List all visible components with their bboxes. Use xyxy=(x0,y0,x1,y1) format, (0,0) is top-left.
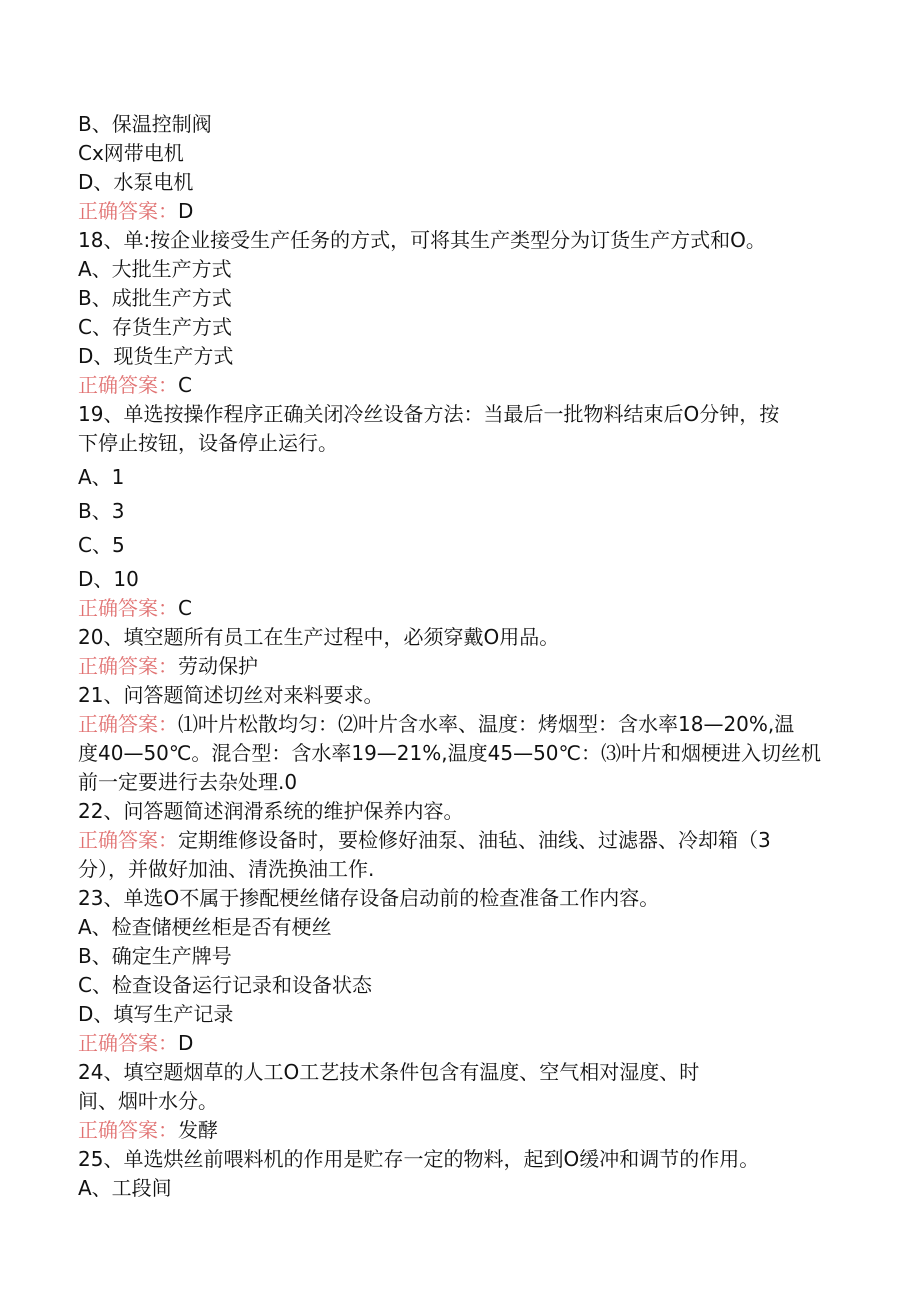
question-line: 24、填空题烟草的人工O工艺技术条件包含有温度、空气相对湿度、时 xyxy=(78,1060,700,1084)
answer-value: ⑴叶片松散均匀：⑵叶片含水率、温度：烤烟型：含水率18—20%,温 xyxy=(178,712,795,736)
question-line: 22、问答题简述润滑系统的维护保养内容。 xyxy=(78,799,464,823)
answer-value: 劳动保护 xyxy=(178,654,258,678)
answer-label: 正确答案： xyxy=(78,654,178,678)
answer-continuation-line: 度40—50℃。混合型：含水率19—21%,温度45—50℃：⑶叶片和烟梗进入切丝机 xyxy=(78,741,821,765)
answer-label: 正确答案： xyxy=(78,1031,178,1055)
option-line: B、成批生产方式 xyxy=(78,286,232,310)
answer-value: D xyxy=(178,1031,194,1055)
question-line: 21、问答题简述切丝对来料要求。 xyxy=(78,683,384,707)
question-continuation-line: 间、烟叶水分。 xyxy=(78,1089,218,1113)
answer-continuation-line: 分），并做好加油、清洗换油工作. xyxy=(78,857,375,881)
question-line: 25、单选烘丝前喂料机的作用是贮存一定的物料，起到O缓冲和调节的作用。 xyxy=(78,1147,760,1171)
answer-line xyxy=(78,828,771,852)
answer-value: 定期维修设备时，要检修好油泵、油毡、油线、过滤器、冷却箱（3 xyxy=(178,828,771,852)
question-line: 下停止按钮，设备停止运行。 xyxy=(78,431,338,455)
option-line: B、确定生产牌号 xyxy=(78,944,232,968)
answer-line xyxy=(78,654,258,678)
answer-label: 正确答案： xyxy=(78,828,178,852)
answer-label: 正确答案： xyxy=(78,596,178,620)
option-line: A、工段间 xyxy=(78,1176,172,1200)
question-line: 20、填空题所有员工在生产过程中，必须穿戴O用品。 xyxy=(78,625,560,649)
option-line: B、保温控制阀 xyxy=(78,112,212,136)
option-line: C、5 xyxy=(78,533,125,557)
question-line: 18、单:按企业接受生产任务的方式，可将其生产类型分为订货生产方式和O。 xyxy=(78,228,766,252)
answer-value: C xyxy=(178,596,192,620)
answer-line xyxy=(78,373,192,397)
answer-value: C xyxy=(178,373,192,397)
answer-line xyxy=(78,199,193,223)
answer-line xyxy=(78,596,192,620)
option-line: Cx网带电机 xyxy=(78,141,184,165)
answer-label: 正确答案： xyxy=(78,199,178,223)
answer-line xyxy=(78,1118,218,1142)
option-line: D、10 xyxy=(78,567,139,591)
option-line: C、检查设备运行记录和设备状态 xyxy=(78,973,372,997)
answer-label: 正确答案： xyxy=(78,1118,178,1142)
option-line: C、存货生产方式 xyxy=(78,315,232,339)
option-line: A、1 xyxy=(78,465,125,489)
answer-value: D xyxy=(178,199,194,223)
option-line: D、水泵电机 xyxy=(78,170,194,194)
option-line: A、检查储梗丝柜是否有梗丝 xyxy=(78,915,332,939)
option-line: A、大批生产方式 xyxy=(78,257,232,281)
answer-line xyxy=(78,712,794,736)
answer-label: 正确答案： xyxy=(78,712,178,736)
question-line: 23、单选O不属于掺配梗丝储存设备启动前的检查准备工作内容。 xyxy=(78,886,660,910)
answer-continuation-line: 前一定要进行去杂处理.0 xyxy=(78,770,298,794)
answer-value: 发酵 xyxy=(178,1118,218,1142)
answer-line xyxy=(78,1031,193,1055)
option-line: D、填写生产记录 xyxy=(78,1002,234,1026)
question-line: 19、单选按操作程序正确关闭冷丝设备方法：当最后一批物料结束后O分钟，按 xyxy=(78,402,780,426)
option-line: B、3 xyxy=(78,499,125,523)
option-line: D、现货生产方式 xyxy=(78,344,234,368)
answer-label: 正确答案： xyxy=(78,373,178,397)
